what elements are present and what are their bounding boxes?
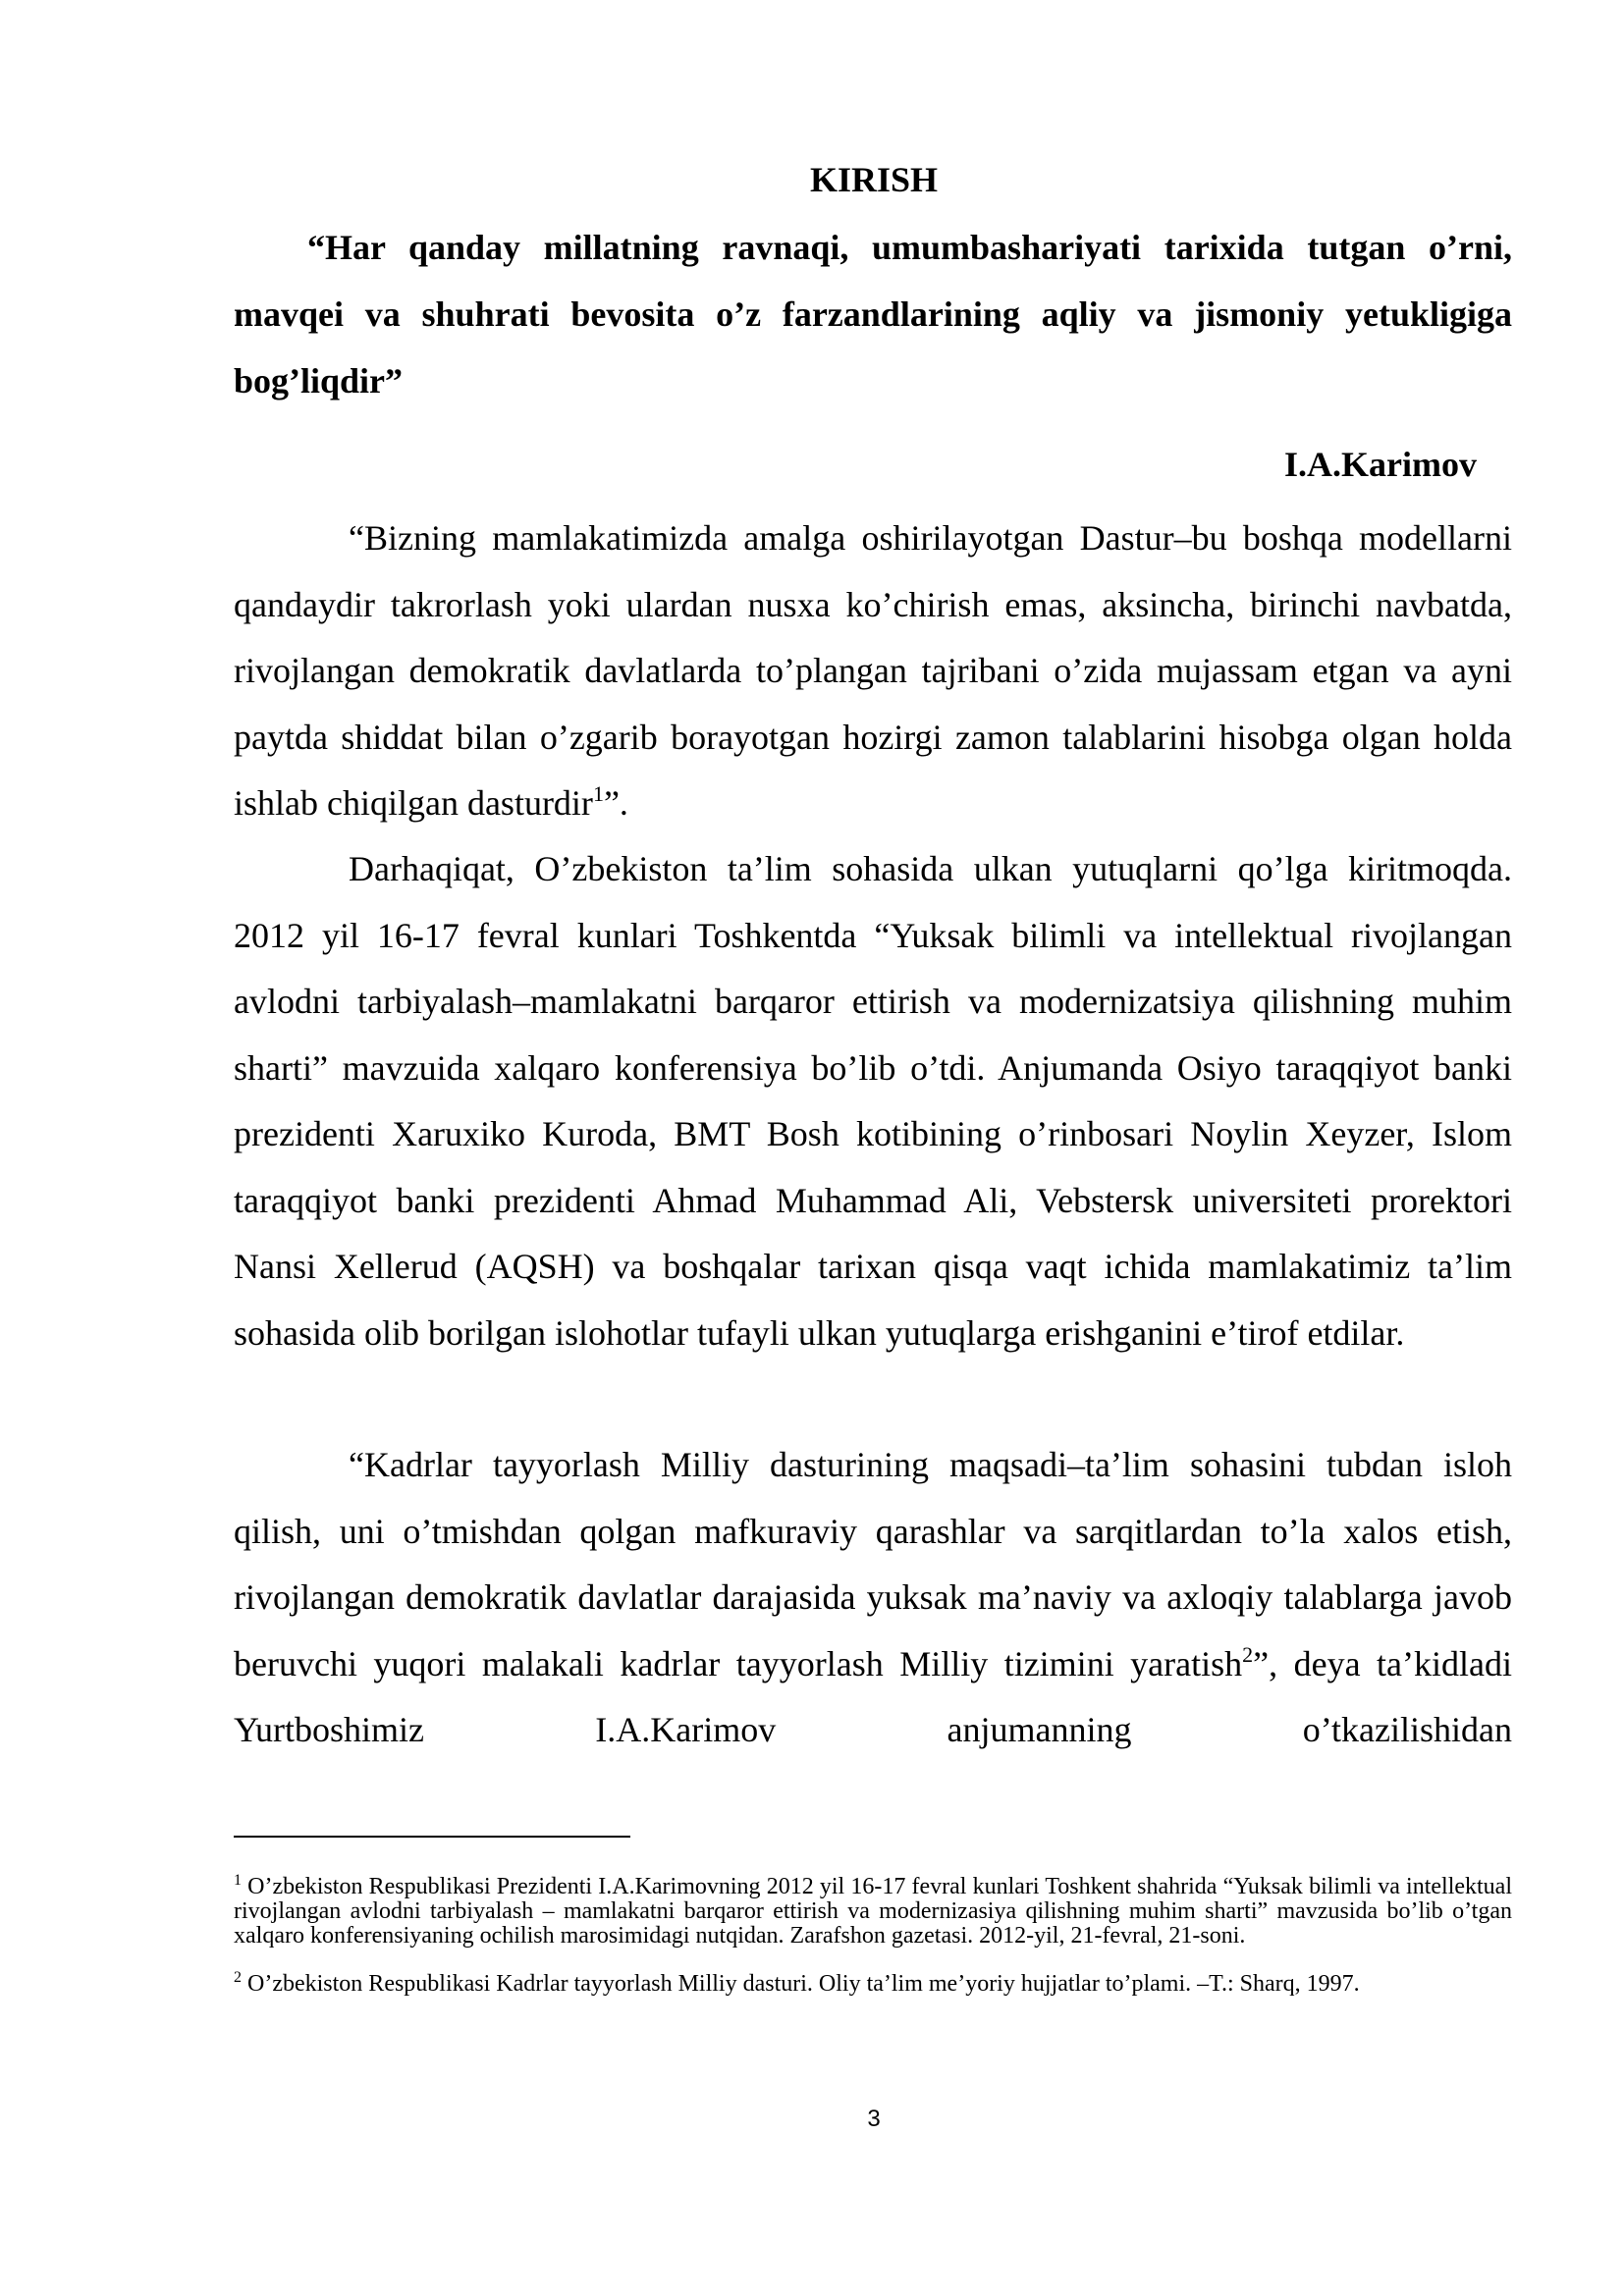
section-heading: KIRISH — [809, 160, 939, 199]
epigraph-quote: “Har qanday millatning ravnaqi, umumbashariyati tarixida tutgan o’rni, mavqei va shuhrati bevosita o’z farzandlarining aqliy va jismoniy yetukligiga bog’liqdir” — [234, 228, 1512, 400]
paragraph-2 — [234, 836, 1512, 1366]
paragraph-1 — [234, 506, 1512, 837]
footnote-ref-2: 2 — [1242, 1641, 1254, 1667]
footnote-2 — [234, 1969, 1512, 1997]
paragraph-3-tail: ”, deya ta’kidladi Yurtboshimiz I.A.Karimov anjumanning o’tkazilishidan — [234, 1643, 1512, 1749]
footnote-2-marker: 2 — [234, 1969, 242, 1986]
footnote-separator — [234, 1836, 630, 1838]
epigraph-author: I.A.Karimov — [1284, 445, 1477, 484]
paragraph-3-text: “Kadrlar tayyorlash Milliy dasturining maqsadi–ta’lim sohasini tubdan isloh qilish, uni o’tmishdan qolgan mafkuraviy qarashlar va sarqitlardan to’la xalos etish, rivojlangan demokratik davlatlar darajasida yuksak ma’naviy va axloqiy talablarga javob beruvchi yuqori malakali kadrlar tayyorlash Milliy tizimini yaratish — [234, 1445, 1512, 1683]
page-number: 3 — [867, 2106, 881, 2132]
footnote-1-text: O’zbekiston Respublikasi Prezidenti I.A.Karimovning 2012 yil 16-17 fevral kunlari Toshkent shahrida “Yuksak bilimli va intellektual rivojlangan avlodni tarbiyalash – mamlakatni barqaror ettirish va modernizasiya qilishning muhim sharti” mavzusida bo’lib o’tgan xalqaro konferensiyaning ochilish marosimidagi nutqidan. Zarafshon gazetasi. 2012-yil, 21-fevral, 21-soni. — [234, 1874, 1513, 1949]
paragraph-2-text: Darhaqiqat, O’zbekiston ta’lim sohasida ulkan yutuqlarni qo’lga kiritmoqda. 2012 yil 16-17 fevral kunlari Toshkentda “Yuksak bilimli va intellektual rivojlangan avlodni tarbiyalash–mamlakatni barqaror ettirish va modernizatsiya qilishning muhim sharti” mavzuida xalqaro konferensiya bo’lib o’tdi. Anjumanda Osiyo taraqqiyot banki prezidenti Xaruxiko Kuroda, BMT Bosh kotibining o’rinbosari Noylin Xeyzer, Islom taraqqiyot banki prezidenti Ahmad Muhammad Ali, Vebstersk universiteti prorektori Nansi Xellerud (AQSH) va boshqalar tarixan qisqa vaqt ichida mamlakatimiz ta’lim sohasida olib borilgan islohotlar tufayli ulkan yutuqlarga erishganini e’tirof etdilar. — [234, 849, 1512, 1353]
paragraph-1-tail: ”. — [603, 783, 628, 823]
paragraph-3 — [234, 1432, 1512, 1764]
footnote-ref-1: 1 — [592, 781, 604, 806]
footnote-1 — [234, 1872, 1513, 1949]
footnote-1-marker: 1 — [234, 1872, 242, 1889]
footnote-2-text: O’zbekiston Respublikasi Kadrlar tayyorlash Milliy dasturi. Oliy ta’lim me’yoriy hujjatlar to’plami. –T.: Sharq, 1997. — [247, 1971, 1360, 1997]
paragraph-1-text: “Bizning mamlakatimizda amalga oshirilayotgan Dastur–bu boshqa modellarni qandaydir takrorlash yoki ulardan nusxa ko’chirish emas, aksincha, birinchi navbatda, rivojlangan demokratik davlatlarda to’plangan tajribani o’zida mujassam etgan va ayni paytda shiddat bilan o’zgarib borayotgan hozirgi zamon talablarini hisobga olgan holda ishlab chiqilgan dasturdir — [234, 518, 1512, 823]
